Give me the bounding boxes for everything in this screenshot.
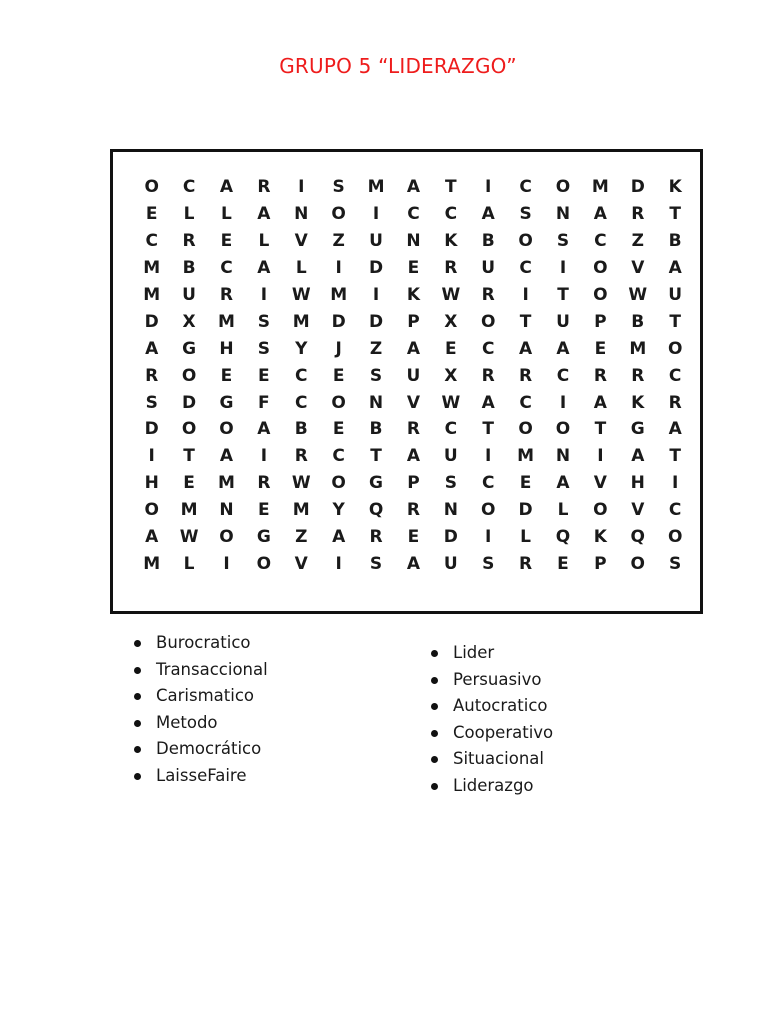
grid-cell: N [294, 204, 309, 225]
grid-cell: R [444, 258, 458, 279]
grid-cell: T [669, 204, 681, 225]
page-title: GRUPO 5 “LIDERAZGO” [279, 54, 517, 78]
grid-cell: U [406, 365, 421, 386]
grid-cell: A [145, 338, 159, 359]
word-list-right [431, 640, 553, 800]
grid-cell: M [143, 553, 161, 574]
grid-cell: S [257, 338, 270, 359]
word-list-item [134, 657, 268, 684]
grid-cell: D [331, 311, 346, 332]
grid-cell: A [481, 392, 495, 413]
bullet-icon [431, 756, 438, 763]
grid-cell: Z [369, 338, 383, 359]
grid-cell: I [672, 473, 679, 494]
grid-cell: A [556, 473, 570, 494]
grid-cell: A [406, 338, 421, 359]
grid-cell: C [481, 338, 495, 359]
grid-cell: P [594, 553, 607, 574]
grid-cell: E [594, 338, 607, 359]
grid-cell: S [369, 365, 383, 386]
grid-cell: T [669, 446, 681, 467]
grid-cell: R [631, 204, 645, 225]
grid-cell: B [668, 231, 682, 252]
grid-cell: D [368, 258, 384, 279]
grid-cell: D [630, 177, 645, 198]
grid-cell: W [628, 285, 648, 305]
grid-cell: C [145, 231, 158, 252]
grid-cell: O [181, 365, 197, 386]
grid-cell: I [148, 446, 155, 467]
grid-cell: O [144, 500, 159, 521]
bullet-icon [431, 703, 438, 710]
grid-cell: E [145, 204, 158, 225]
grid-cell: A [257, 204, 271, 225]
grid-cell: O [219, 419, 234, 440]
grid-cell: V [294, 231, 308, 252]
grid-cell: D [368, 311, 384, 332]
grid-cell: S [145, 392, 158, 413]
word-list-item [134, 763, 268, 790]
grid-cell: R [406, 500, 420, 521]
grid-cell: U [182, 285, 196, 305]
grid-cell: A [219, 177, 234, 198]
grid-cell: U [443, 553, 458, 574]
word-label: Carismatico [156, 686, 255, 706]
grid-cell: R [219, 285, 234, 305]
grid-cell: T [370, 446, 382, 467]
grid-cell: W [179, 527, 199, 548]
grid-cell: A [556, 338, 570, 359]
word-search-grid [133, 174, 694, 577]
grid-cell: S [369, 553, 383, 574]
grid-cell: W [291, 473, 311, 494]
grid-cell: I [522, 285, 529, 305]
grid-cell: A [219, 446, 234, 467]
grid-cell: I [260, 285, 268, 305]
grid-cell: D [518, 500, 533, 521]
grid-cell: A [481, 204, 495, 225]
grid-cell: S [482, 553, 495, 574]
grid-cell: O [219, 527, 234, 548]
grid-cell: R [593, 365, 607, 386]
grid-cell: C [556, 365, 570, 386]
grid-cell: C [407, 204, 420, 225]
word-list-item [134, 710, 268, 737]
grid-cell: H [630, 473, 645, 494]
grid-cell: O [593, 258, 608, 279]
grid-cell: V [294, 553, 308, 574]
bullet-icon [134, 640, 141, 647]
grid-cell: C [332, 446, 345, 467]
grid-cell: Y [332, 500, 345, 521]
word-label: Liderazgo [453, 775, 534, 795]
grid-cell: E [557, 553, 569, 574]
grid-cell: M [629, 338, 647, 359]
grid-cell: I [223, 553, 230, 574]
word-list-item [134, 630, 268, 657]
bullet-icon [134, 720, 141, 727]
grid-cell: Q [630, 527, 645, 548]
grid-cell: O [667, 527, 683, 548]
grid-cell: I [485, 446, 492, 467]
grid-cell: B [182, 258, 196, 279]
grid-cell: O [518, 419, 533, 440]
grid-cell: E [332, 419, 345, 440]
grid-cell: R [631, 365, 645, 386]
grid-cell: G [369, 473, 384, 494]
grid-cell: L [183, 553, 195, 574]
grid-cell: Z [332, 231, 345, 252]
grid-cell: I [260, 446, 268, 467]
grid-cell: D [182, 392, 197, 413]
grid-cell: T [445, 177, 457, 198]
grid-cell: P [407, 311, 420, 332]
grid-cell: A [668, 258, 682, 279]
grid-cell: V [593, 473, 607, 494]
grid-cell: M [143, 285, 161, 305]
grid-cell: R [294, 446, 308, 467]
word-label: Persuasivo [453, 669, 542, 689]
grid-cell: O [593, 500, 608, 521]
grid-cell: A [668, 419, 682, 440]
grid-cell: D [443, 527, 458, 548]
grid-cell: X [444, 365, 458, 386]
grid-cell: C [519, 177, 532, 198]
grid-cell: M [292, 500, 310, 521]
bullet-icon [134, 667, 141, 674]
grid-cell: L [183, 204, 195, 225]
grid-cell: M [367, 177, 385, 198]
grid-cell: E [220, 365, 233, 386]
grid-cell: Z [631, 231, 644, 252]
grid-cell: I [559, 258, 567, 279]
word-list-item [134, 683, 268, 710]
grid-cell: N [443, 500, 458, 521]
grid-cell: O [593, 285, 608, 305]
bullet-icon [431, 650, 438, 657]
grid-cell: E [332, 365, 345, 386]
grid-cell: O [555, 177, 571, 198]
grid-cell: E [445, 338, 457, 359]
grid-cell: Q [555, 527, 571, 548]
grid-cell: I [485, 527, 492, 548]
grid-cell: K [668, 177, 682, 198]
grid-cell: T [594, 419, 607, 440]
grid-cell: C [444, 419, 458, 440]
grid-cell: C [668, 365, 682, 386]
grid-cell: R [481, 365, 495, 386]
bullet-icon [431, 677, 438, 684]
word-label: Transaccional [156, 659, 268, 679]
word-label: Democrático [156, 739, 262, 759]
grid-cell: M [143, 258, 161, 279]
word-label: Autocratico [453, 696, 548, 716]
grid-cell: C [519, 258, 532, 279]
word-label: Metodo [156, 712, 218, 732]
grid-cell: V [631, 258, 645, 279]
grid-cell: C [295, 392, 308, 413]
grid-cell: M [180, 500, 198, 521]
grid-cell: M [330, 285, 348, 305]
grid-cell: P [594, 311, 607, 332]
grid-cell: R [668, 392, 682, 413]
grid-cell: B [481, 231, 495, 252]
grid-cell: S [556, 231, 570, 252]
grid-cell: I [298, 177, 305, 198]
grid-cell: R [519, 365, 533, 386]
bullet-icon [134, 693, 141, 700]
grid-cell: V [406, 392, 421, 413]
grid-cell: L [520, 527, 532, 548]
grid-cell: I [559, 392, 567, 413]
bullet-icon [431, 783, 438, 790]
grid-cell: M [517, 446, 535, 467]
grid-cell: M [218, 311, 235, 332]
grid-cell: P [407, 473, 420, 494]
grid-cell: Z [295, 527, 308, 548]
grid-cell: R [257, 177, 271, 198]
grid-cell: L [295, 258, 307, 279]
grid-cell: E [220, 231, 233, 252]
grid-cell: O [630, 553, 645, 574]
word-label: Cooperativo [453, 722, 554, 742]
grid-cell: O [480, 500, 496, 521]
word-label: Lider [453, 643, 495, 662]
grid-cell: O [181, 419, 197, 440]
grid-cell: T [557, 285, 569, 305]
word-list-item [134, 736, 268, 763]
grid-cell: I [597, 446, 604, 467]
grid-cell: V [631, 500, 645, 521]
grid-cell: Q [368, 500, 384, 521]
grid-cell: H [219, 338, 234, 359]
grid-cell: L [557, 500, 569, 521]
grid-cell: N [555, 204, 571, 225]
grid-cell: C [295, 365, 308, 386]
grid-cell: G [182, 338, 197, 359]
grid-cell: M [218, 473, 235, 494]
grid-cell: U [556, 311, 570, 332]
grid-cell: Y [295, 338, 308, 359]
grid-cell: G [256, 527, 271, 548]
grid-cell: T [519, 311, 532, 332]
grid-cell: A [406, 553, 421, 574]
grid-cell: T [183, 446, 195, 467]
grid-cell: O [518, 231, 533, 252]
grid-cell: A [406, 177, 421, 198]
grid-cell: K [406, 285, 421, 305]
grid-cell: I [485, 177, 492, 198]
grid-cell: B [294, 419, 308, 440]
grid-cell: L [258, 231, 270, 252]
grid-cell: S [669, 553, 682, 574]
grid-cell: A [593, 392, 607, 413]
grid-cell: C [668, 500, 682, 521]
grid-cell: X [182, 311, 196, 332]
grid-cell: D [144, 419, 159, 440]
word-list-item [431, 720, 553, 747]
grid-cell: C [481, 473, 495, 494]
grid-cell: I [335, 553, 342, 574]
grid-cell: C [519, 392, 532, 413]
grid-cell: N [368, 392, 384, 413]
grid-cell: U [369, 231, 383, 252]
word-list-item [431, 746, 553, 773]
grid-cell: O [144, 177, 159, 198]
grid-cell: N [219, 500, 234, 521]
grid-cell: U [668, 285, 683, 305]
word-label: Situacional [453, 749, 544, 769]
grid-cell: R [182, 231, 196, 252]
grid-cell: S [444, 473, 457, 494]
grid-cell: N [406, 231, 421, 252]
grid-cell: F [258, 392, 270, 413]
grid-cell: C [182, 177, 196, 198]
grid-cell: C [594, 231, 607, 252]
grid-cell: R [145, 365, 159, 386]
word-list-item [431, 667, 553, 694]
word-list-left [134, 630, 268, 790]
grid-cell: U [443, 446, 458, 467]
grid-cell: S [332, 177, 345, 198]
grid-cell: A [257, 258, 271, 279]
grid-cell: E [407, 527, 420, 548]
grid-cell: G [630, 419, 645, 440]
grid-cell: M [292, 311, 310, 332]
word-list-item [431, 773, 553, 800]
grid-cell: U [481, 258, 496, 279]
grid-cell: L [221, 204, 232, 225]
grid-cell: K [593, 527, 607, 548]
grid-cell: E [258, 365, 270, 386]
grid-cell: O [256, 553, 272, 574]
grid-cell: O [331, 204, 346, 225]
grid-cell: S [519, 204, 532, 225]
grid-cell: O [480, 311, 496, 332]
grid-cell: O [331, 392, 346, 413]
grid-cell: G [219, 392, 234, 413]
grid-cell: O [555, 419, 571, 440]
grid-cell: K [631, 392, 645, 413]
grid-cell: R [481, 285, 495, 305]
grid-cell: M [591, 177, 609, 198]
grid-cell: A [332, 527, 346, 548]
grid-cell: W [441, 392, 461, 413]
bullet-icon [431, 730, 438, 737]
grid-cell: C [220, 258, 233, 279]
grid-cell: T [482, 419, 495, 440]
grid-cell: A [519, 338, 533, 359]
word-label: LaisseFaire [156, 765, 247, 785]
grid-cell: E [519, 473, 532, 494]
grid-cell: A [145, 527, 159, 548]
grid-cell: R [406, 419, 420, 440]
grid-cell: A [631, 446, 645, 467]
grid-cell: N [555, 446, 571, 467]
word-label: Burocratico [156, 633, 251, 652]
grid-cell: B [369, 419, 383, 440]
grid-cell: X [444, 311, 458, 332]
word-list-item [431, 693, 553, 720]
grid-cell: D [144, 311, 159, 332]
grid-cell: R [369, 527, 383, 548]
grid-cell: O [667, 338, 683, 359]
grid-cell: H [144, 473, 159, 494]
grid-cell: E [407, 258, 420, 279]
grid-cell: A [406, 446, 421, 467]
grid-cell: O [331, 473, 346, 494]
grid-cell: I [335, 258, 342, 279]
grid-cell: A [593, 204, 607, 225]
grid-cell: S [257, 311, 270, 332]
word-list-item [431, 640, 553, 667]
grid-cell: R [257, 473, 271, 494]
grid-cell: R [519, 553, 533, 574]
word-search-frame [110, 149, 703, 614]
grid-cell: I [372, 204, 380, 225]
grid-cell: B [631, 311, 645, 332]
grid-cell: C [444, 204, 458, 225]
grid-cell: E [183, 473, 195, 494]
grid-cell: W [441, 285, 461, 305]
bullet-icon [134, 773, 141, 780]
grid-cell: W [291, 285, 311, 305]
grid-cell: J [335, 338, 342, 359]
grid-cell: T [669, 311, 681, 332]
grid-cell: K [444, 231, 458, 252]
grid-cell: I [372, 285, 380, 305]
grid-cell: E [258, 500, 270, 521]
grid-cell: A [257, 419, 271, 440]
bullet-icon [134, 746, 141, 753]
